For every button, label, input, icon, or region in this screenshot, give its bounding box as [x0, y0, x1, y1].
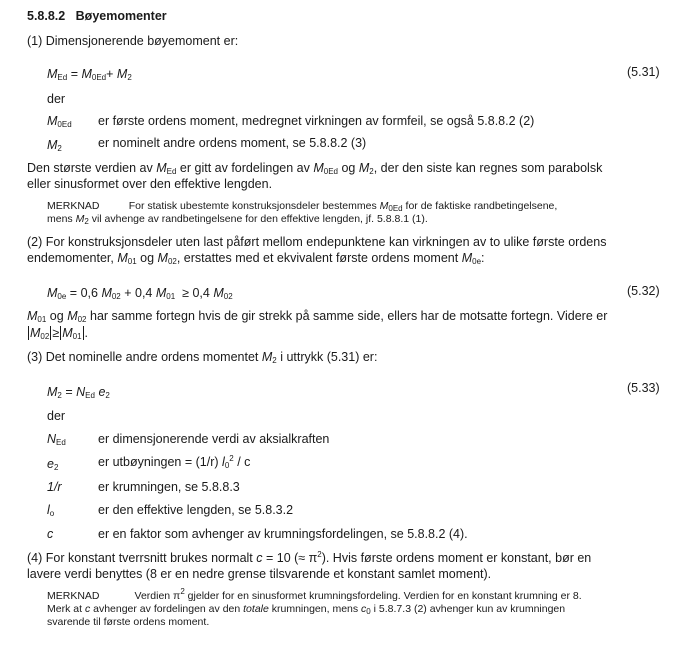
paragraph-4-line2: lavere verdi benyttes (8 er en nedre grense tilsvarende et konstant samlet moment).	[27, 567, 492, 581]
equation-5-33: $M_2 = N_{Ed}$ $e_2$	[47, 385, 110, 400]
def-symbol-m0ed: $M_{0Ed}$	[47, 114, 72, 129]
paragraph-1-intro: (1) Dimensjonerende bøyemoment er:	[27, 34, 239, 48]
paragraph-largest-value: Den største verdien av $M_{Ed}$ er gitt av fordelingen av $M_{0Ed}$ og $M_2$, der den siste kan regnes som parabolsk	[27, 161, 603, 176]
paragraph-sign-line1: $M_{01}$ og $M_{02}$ har samme fortegn hvis de gir strekk på samme side, ellers har de motsatte fortegn. Videre er	[27, 309, 608, 324]
section-number: 5.8.8.2	[27, 9, 66, 23]
equation-5-31: $M_{Ed} = M_{0Ed}+ M_2$	[47, 67, 132, 82]
note-label: MERKNAD	[47, 590, 100, 602]
def-text-e2: er utbøyningen = (1/r) $l_0^2$ / c	[98, 454, 251, 470]
note-1-line1: MERKNAD For statisk ubestemte konstruksjonsdeler bestemmes $M_{0Ed}$ for de faktiske randbetingelsene,	[47, 200, 558, 213]
paragraph-2-line1: (2) For konstruksjonsdeler uten last påført mellom endepunktene kan virkningen av to ulike første ordens	[27, 235, 607, 249]
equation-number-5-33: (5.33)	[627, 381, 660, 395]
note-2-line3: svarende til første ordens moment.	[47, 616, 210, 628]
paragraph-3: (3) Det nominelle andre ordens momentet $M_2$ i uttrykk (5.31) er:	[27, 350, 378, 365]
def-symbol-1-over-r: 1/r	[47, 480, 62, 494]
note-1-line2: mens $M_2$ vil avhenge av randbetingelsene for den effektive lengden, jf. 5.8.8.1 (1).	[47, 213, 428, 226]
paragraph-largest-value-line2: eller sinusformet over den effektive lengden.	[27, 177, 273, 191]
def-text-1-over-r: er krumningen, se 5.8.8.3	[98, 480, 240, 494]
def-symbol-c: c	[47, 527, 54, 541]
def-text-c: er en faktor som avhenger av krumningsfordelingen, se 5.8.8.2 (4).	[98, 527, 468, 541]
note-2-line2: Merk at c avhenger av fordelingen av den totale krumningen, mens $c_0$ i 5.8.7.3 (2) avhenger kun av krumningen	[47, 603, 566, 616]
paragraph-2-line2: endemomenter, $M_{01}$ og $M_{02}$, erstattes med et ekvivalent første ordens moment $M_{0e}$:	[27, 251, 485, 266]
def-text-m2: er nominelt andre ordens moment, se 5.8.8.2 (3)	[98, 136, 367, 150]
def-text-ned: er dimensjonerende verdi av aksialkraften	[98, 432, 330, 446]
def-symbol-e2: $e_2$	[47, 457, 59, 472]
def-text-m0ed: er første ordens moment, medregnet virkningen av formfeil, se også 5.8.8.2 (2)	[98, 114, 535, 128]
der-label-1: der	[47, 92, 66, 106]
equation-5-32: $M_{0e} = 0,6$ $M_{02} + 0,4$ $M_{01} \ge 0,4$ $M_{02}$	[47, 286, 233, 301]
paragraph-sign-line2: $M_{02} \ge M_{01}$ .	[30, 326, 89, 341]
def-text-l0: er den effektive lengden, se 5.8.3.2	[98, 503, 294, 517]
paragraph-4-line1: (4) For konstant tverrsnitt brukes normalt c = 10 (≈ $\pi^2$). Hvis første ordens moment er konstant, bør en	[27, 550, 592, 565]
equation-number-5-32: (5.32)	[627, 284, 660, 298]
def-symbol-m2: $M_2$	[47, 138, 62, 153]
equation-number-5-31: (5.31)	[627, 65, 660, 79]
section-title: Bøyemomenter	[75, 9, 167, 23]
section-heading	[27, 9, 167, 23]
der-label-2: der	[47, 409, 66, 423]
def-symbol-l0: $l_o$	[47, 503, 55, 518]
def-symbol-ned: $N_{Ed}$	[47, 432, 66, 447]
note-2-line1: MERKNAD Verdien $\pi^2$ gjelder for en sinusformet krumningsfordeling. Verdien for en konstant krumning er 8.	[47, 587, 582, 602]
note-label: MERKNAD	[47, 200, 100, 212]
